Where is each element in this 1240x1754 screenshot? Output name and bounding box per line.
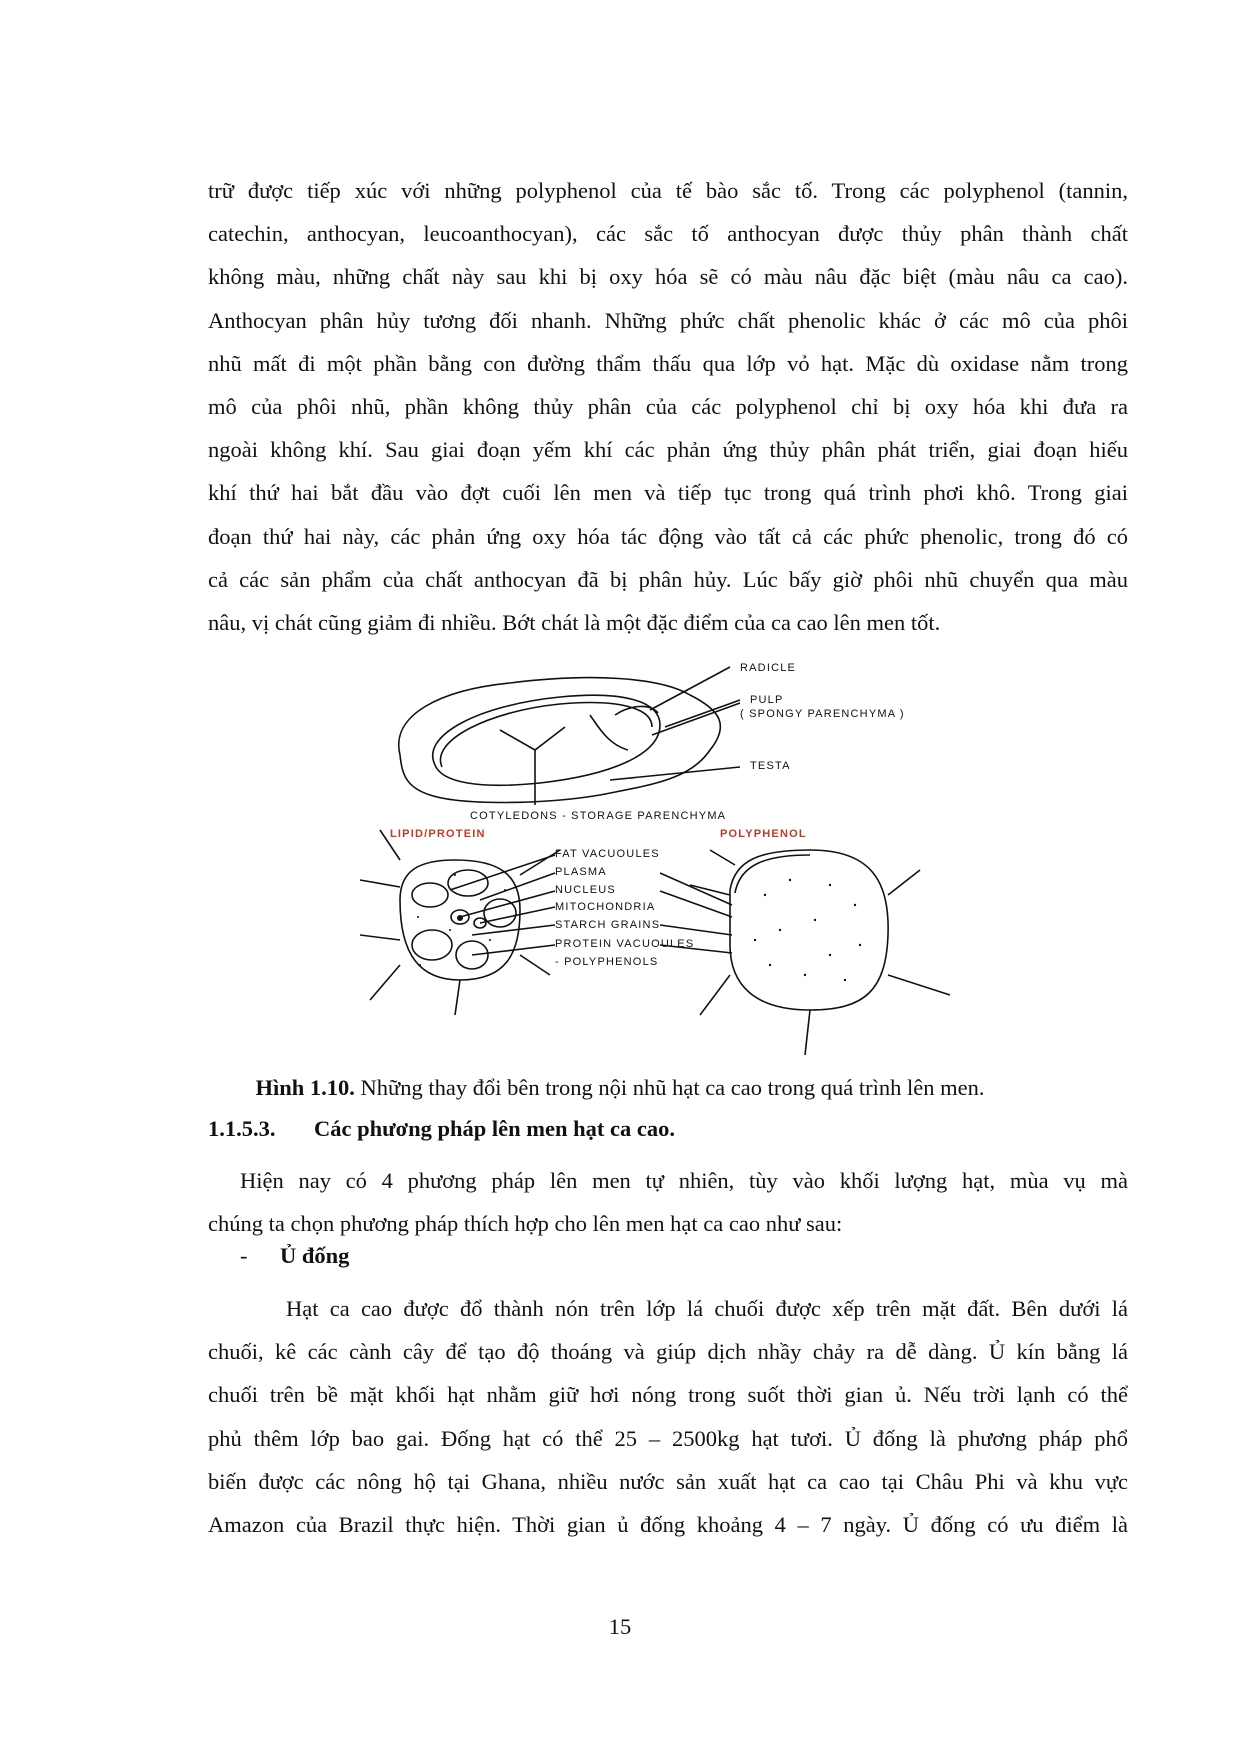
page-number: 15 — [608, 1614, 632, 1639]
paragraph-line: Hạt ca cao được đổ thành nón trên lớp lá chuối được xếp trên mặt đất. Bên dưới lá — [286, 1296, 1128, 1321]
label-mitochondria: MITOCHONDRIA — [555, 901, 656, 913]
bullet-dash: - — [240, 1243, 248, 1268]
body-paragraph-3 — [208, 1287, 1128, 1546]
body-paragraph-2 — [208, 1159, 1128, 1245]
label-nucleus: NUCLEUS — [555, 884, 616, 896]
caption-text: Những thay đổi bên trong nội nhũ hạt ca cao trong quá trình lên men. — [354, 1075, 985, 1100]
paragraph-line: chuối, kê các cành cây để tạo độ thoáng và giúp dịch nhầy chảy ra dễ dàng. Ủ kín bằng lá — [208, 1339, 1128, 1365]
paragraph-line: chuối trên bề mặt khối hạt nhằm giữ hơi nóng trong suốt thời gian ủ. Nếu trời lạnh có thể — [208, 1382, 1128, 1408]
paragraph-line: Amazon của Brazil thực hiện. Thời gian ủ đống khoảng 4 – 7 ngày. Ủ đống có ưu điểm là — [208, 1512, 1128, 1538]
polyphenol-cell-outline — [730, 850, 888, 1010]
bullet-label: Ủ đống — [280, 1243, 350, 1268]
paragraph-line: nhũ mất đi một phần bằng con đường thẩm thấu qua lớp vỏ hạt. Mặc dù oxidase nằm trong — [208, 350, 1128, 376]
paragraph-line: mô của phôi nhũ, phần không thủy phân của các polyphenol chỉ bị oxy hóa khi đưa ra — [208, 394, 1128, 420]
label-lipid-protein: LIPID/PROTEIN — [390, 828, 486, 840]
cocoa-bean-diagram — [360, 655, 960, 1065]
paragraph-line: ngoài không khí. Sau giai đoạn yếm khí các phản ứng thủy phân phát triển, giai đoạn hiếu — [208, 437, 1128, 463]
radicle-shape — [615, 706, 658, 715]
label-spongy-parenchyma: ( SPONGY PARENCHYMA ) — [740, 708, 905, 720]
section-heading — [208, 1116, 675, 1142]
body-paragraph-1 — [208, 169, 1128, 644]
label-protein-vacuoles: PROTEIN VACUOULES — [555, 938, 695, 950]
diagram-svg — [360, 655, 960, 1065]
figure-caption — [0, 1075, 1240, 1101]
paragraph-line: khí thứ hai bắt đầu vào đợt cuối lên men và tiếp tục trong quá trình phơi khô. Trong giai — [208, 480, 1128, 506]
label-cotyledons: COTYLEDONS - STORAGE PARENCHYMA — [470, 810, 727, 822]
paragraph-line: phủ thêm lớp bao gai. Đống hạt có thể 25 – 2500kg hạt tươi. Ủ đống là phương pháp phổ — [208, 1425, 1128, 1451]
paragraph-line: cả các sản phẩm của chất anthocyan đã bị phân hủy. Lúc bấy giờ phôi nhũ chuyển qua màu — [208, 566, 1128, 592]
paragraph-line: Hiện nay có 4 phương pháp lên men tự nhiên, tùy vào khối lượng hạt, mùa vụ mà — [240, 1168, 1128, 1193]
paragraph-line: biến được các nông hộ tại Ghana, nhiều nước sản xuất hạt ca cao tại Châu Phi và khu vực — [208, 1468, 1128, 1494]
bullet-heading — [240, 1243, 349, 1269]
section-title: Các phương pháp lên men hạt ca cao. — [314, 1116, 675, 1141]
label-radicle: RADICLE — [740, 662, 797, 674]
paragraph-line: không màu, những chất này sau khi bị oxy hóa sẽ có màu nâu đặc biệt (màu nâu ca cao). — [208, 264, 1128, 290]
label-fat-vacuoles: FAT VACUOULES — [555, 848, 660, 860]
label-polyphenol: POLYPHENOL — [720, 828, 807, 840]
label-testa: TESTA — [750, 760, 791, 772]
label-starch-grains: STARCH GRAINS — [555, 919, 661, 931]
section-number: 1.1.5.3. — [208, 1116, 276, 1141]
paragraph-line: đoạn thứ hai này, các phản ứng oxy hóa tác động vào tất cả các phức phenolic, trong đó có — [208, 523, 1128, 549]
label-plasma: PLASMA — [555, 866, 607, 878]
paragraph-line: Anthocyan phân hủy tương đối nhanh. Những phức chất phenolic khác ở các mô của phôi — [208, 307, 1128, 333]
label-polyphenols: - POLYPHENOLS — [555, 956, 659, 968]
paragraph-line: catechin, anthocyan, leucoanthocyan), các sắc tố anthocyan được thủy phân thành chất — [208, 221, 1128, 247]
caption-number: Hình 1.10. — [255, 1075, 355, 1100]
label-pulp: PULP — [750, 694, 784, 706]
paragraph-line: trữ được tiếp xúc với những polyphenol của tế bào sắc tố. Trong các polyphenol (tannin, — [208, 178, 1128, 203]
paragraph-line: nâu, vị chát cũng giảm đi nhiều. Bớt chát là một đặc điểm của ca cao lên men tốt. — [208, 610, 941, 636]
paragraph-line: chúng ta chọn phương pháp thích hợp cho lên men hạt ca cao như sau: — [208, 1211, 843, 1237]
